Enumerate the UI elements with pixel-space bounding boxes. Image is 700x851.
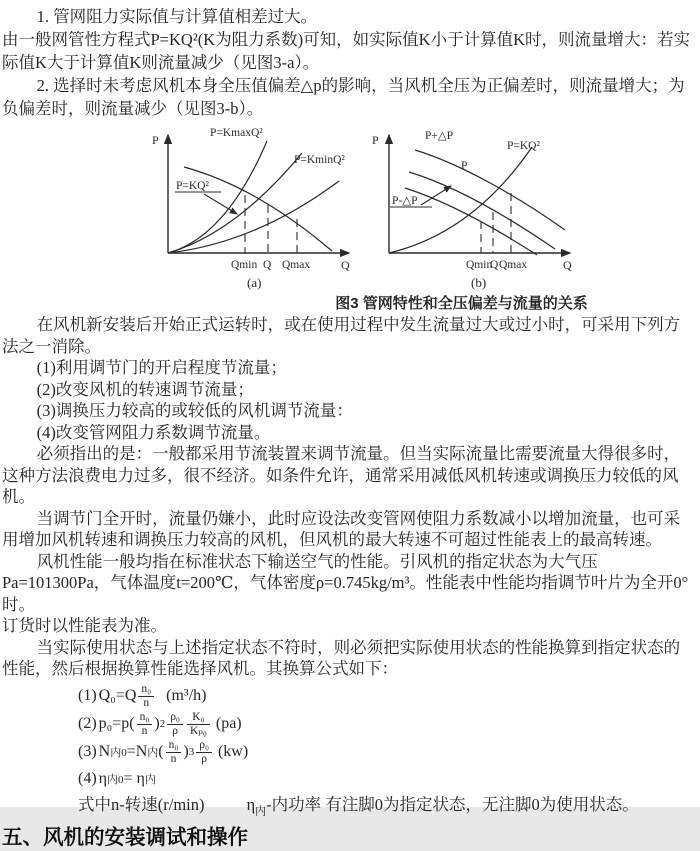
formula-3: (3) N 内0 =N 内 ( $\frac{\text{n₀}}{n}$ ) 3 $\frac{\text{ρ₀}}{\rho}$ (kw) xyxy=(78,738,249,765)
axis-label-q: Q xyxy=(341,258,350,272)
fraction: $\frac{\text{K₀}}{\text{Kₚ₀}}$ xyxy=(187,711,210,738)
paragraph-5: 必须指出的是：一般都采用节流装置来调节流量。但当实际流量比需要流量大得很多时，这种方法浪费电力过多，很不经济。如条件允许，通常采用减低风机转速或调换压力较低的风机。 xyxy=(2,444,681,506)
list-item-4: (4)改变管网阻力系数调节流量。 xyxy=(36,422,271,442)
label-k: P=KQ² xyxy=(176,180,209,192)
paragraph-1: 1. 管网阻力实际值与计算值相差过大。 xyxy=(36,7,318,26)
curve-kmax xyxy=(168,141,267,253)
list-item-2: (2)改变风机的转速调节流量； xyxy=(36,379,254,399)
chart-b-tag: (b) xyxy=(471,275,487,290)
chart-a xyxy=(148,122,363,292)
formula-2-lhs: p₀=p( xyxy=(98,715,135,732)
fraction: $\frac{\text{ρ₀}}{\rho}$ xyxy=(167,711,183,738)
axis-label-p: P xyxy=(372,133,379,147)
figure-caption: 图3 管网特性和全压偏差与流量的关系 xyxy=(335,295,588,312)
paragraph-9: 当实际使用状态与上述指定状态不符时，则必须把实际使用状态的性能换算到指定状态的性能，然后根据换算性能选择风机。其换算公式如下： xyxy=(2,637,681,678)
figure-3-charts xyxy=(148,122,696,292)
tick-qmax: Qmax xyxy=(499,259,528,271)
label-p: P xyxy=(461,160,468,172)
list-item-3: (3)调换压力较高的或较低的风机调节流量： xyxy=(36,401,353,420)
formula-3-unit: (kw) xyxy=(217,743,249,760)
formula-1-unit: (m³/h) xyxy=(166,687,207,704)
formula-4: (4) η 内0 = η 内 xyxy=(78,769,156,787)
formula-4-label: (4) xyxy=(78,769,97,787)
formula-note: 式中n-转速(r/min) $\eta_内-$内功率 有注脚0为指定状态，无注脚0为使用状态。 xyxy=(78,794,639,817)
fraction: $\frac{\text{n₀}}{n}$ xyxy=(166,739,182,766)
label-p-plus: P+△P xyxy=(425,130,454,142)
label-kmin: P=KminQ² xyxy=(294,154,345,166)
fraction: $\frac{\text{n₀}}{n}$ xyxy=(138,683,154,710)
paragraph-7: 风机性能一般均指在标准状态下输送空气的性能。引风机的指定状态为大气压Pa=101300Pa，气体温度t=200℃，气体密度ρ=0.745kg/m³。性能表中性能均指调节叶片为全开0°时。 xyxy=(2,551,689,614)
tick-q: Q xyxy=(490,259,499,271)
paragraph-2: 由一般网管性方程式P=KQ²(K为阻力系数)可知，如实际值K小于计算值K时，则流量增大：若实际值K大于计算值K则流量减少（见图3-a）。 xyxy=(2,30,690,72)
figure-3 xyxy=(2,122,696,314)
note-power: -内功率 有注脚0为指定状态，无注脚0为使用状态。 xyxy=(266,794,639,814)
paragraph-8: 订货时以性能表为准。 xyxy=(2,616,167,635)
label-p-minus: P-△P xyxy=(392,195,418,207)
paragraph-4: 在风机新安装后开始正式运转时，或在使用过程中发生流量过大或过小时，可采用下列方法之一消除。 xyxy=(2,315,681,356)
body-text xyxy=(2,314,696,680)
chart-b xyxy=(369,122,584,292)
paragraph-6: 当调节门全开时，流量仍嫌小，此时应设法改变管网使阻力系数减小以增加流量，也可采用增加风机转速和调换压力较高的风机，但风机的最大转速不可超过性能表上的最高转速。 xyxy=(2,508,681,549)
axis-label-p: P xyxy=(152,133,159,147)
paragraph-3: 2. 选择时未考虑风机本身全压值偏差△p的影响，当风机全压为正偏差时，则流量增大；为负偏差时，则流量减少（见图3-b）。 xyxy=(2,76,685,118)
list-item-1: (1)利用调节门的开启程度节流量； xyxy=(36,358,287,377)
section-heading: 五、风机的安装调试和操作 xyxy=(2,825,248,849)
formula-1-label: (1) xyxy=(78,687,97,704)
label-kq2: P=KQ² xyxy=(507,140,540,152)
formula-1-lhs: Q₀=Q xyxy=(98,687,137,704)
axis-label-q: Q xyxy=(563,258,572,272)
formula-3-label: (3) xyxy=(78,743,97,760)
fraction: $\frac{\text{n₀}}{n}$ xyxy=(137,711,153,738)
formula-2-unit: (pa) xyxy=(215,715,242,732)
tick-q: Q xyxy=(263,259,272,271)
formula-2-label: (2) xyxy=(78,715,97,732)
tick-qmin: Qmin xyxy=(231,259,258,271)
tick-qmax: Qmax xyxy=(282,259,311,271)
tick-qmin: Qmin xyxy=(466,259,493,271)
fraction: $\frac{\text{ρ₀}}{\rho}$ xyxy=(196,739,212,766)
label-kmax: P=KmaxQ² xyxy=(210,127,263,139)
chart-a-tag: (a) xyxy=(247,275,262,290)
formula-2: (2) p₀=p( $\frac{\text{n₀}}{n}$ ) 2 $\frac{\text{ρ₀}}{\rho}$ $\frac{\text{K₀}}{\text{Kₚ₀}}$ (pa) xyxy=(78,710,242,737)
formula-1 xyxy=(78,683,696,710)
note-speed: 式中n-转速(r/min) xyxy=(78,794,205,814)
conversion-formulas xyxy=(78,683,696,791)
curve-p xyxy=(409,172,555,249)
curve-p-plus xyxy=(415,150,565,230)
